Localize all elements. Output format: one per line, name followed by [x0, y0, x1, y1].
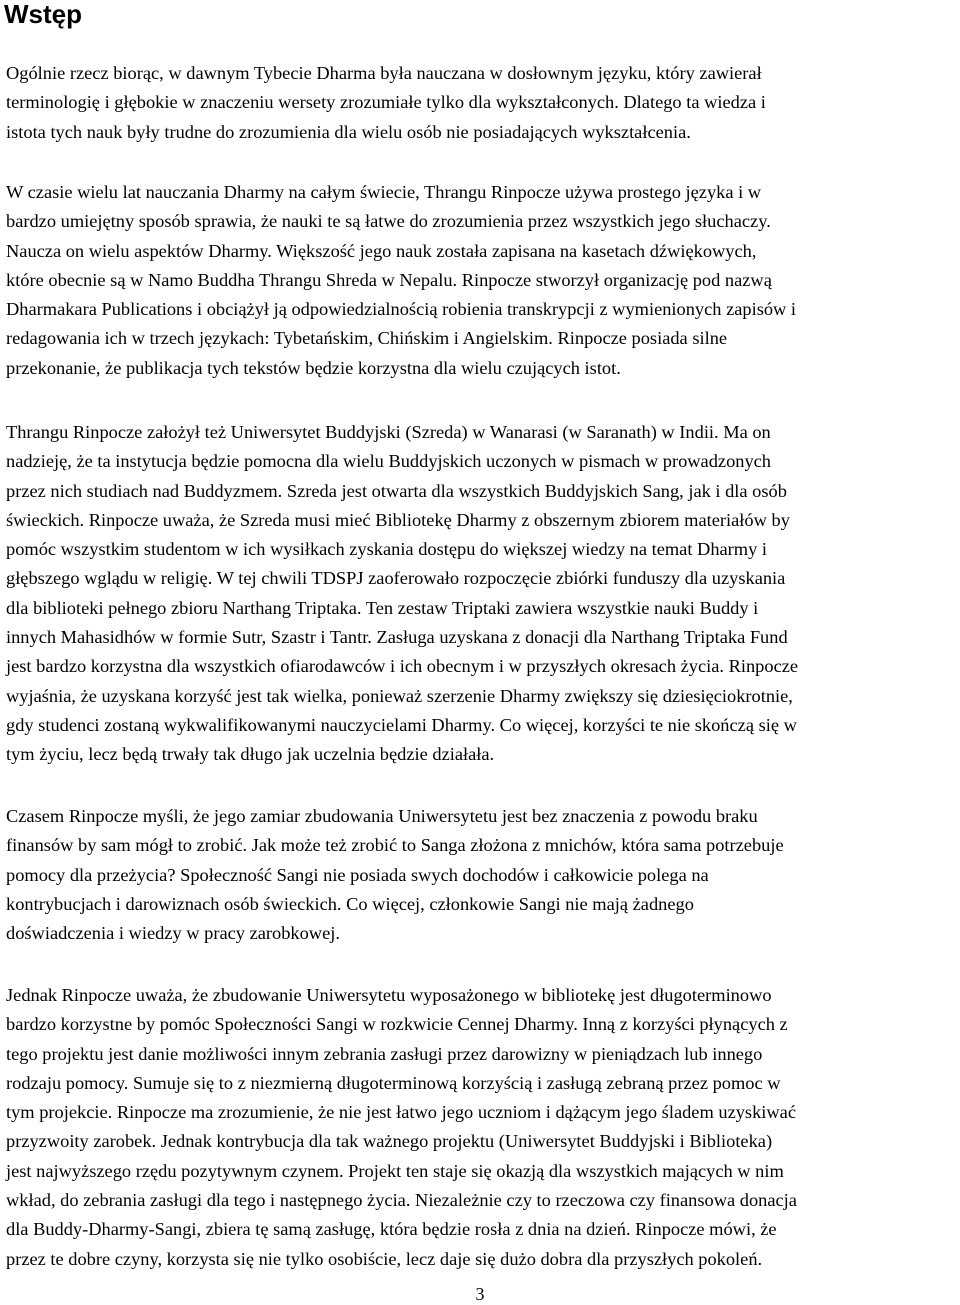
paragraph-teaching — [6, 178, 796, 383]
text-line: bardzo korzystne by pomóc Społeczności Sangi w rozkwicie Cennej Dharmy. Inną z korzyści płynących z — [6, 1014, 788, 1035]
text-line: przyzwoity zarobek. Jednak kontrybucja dla tak ważnego projektu (Uniwersytet Buddyjski i Biblioteka) — [6, 1131, 773, 1152]
page-number: 3 — [475, 1284, 485, 1304]
text-line: wkład, do zebrania zasługi dla tego i następnego życia. Niezależnie czy to rzeczowa czy finansowa donacja — [6, 1190, 797, 1211]
text-line: pomocy dla przeżycia? Społeczność Sangi nie posiada swych dochodów i całkowicie polega na — [6, 864, 709, 885]
paragraph-benefits — [6, 981, 797, 1274]
text-line: jest najwyższego rzędu pozytywnym czynem. Projekt ten staje się okazją dla wszystkich mających w nim — [6, 1160, 784, 1181]
text-line: dla biblioteki pełnego zbioru Narthang Triptaka. Ten zestaw Triptaki zawiera wszystkie nauki Buddy i — [6, 597, 759, 618]
text-line: istota tych nauk były trudne do zrozumienia dla wielu osób nie posiadających wykształcenia. — [6, 121, 691, 142]
text-line: jest bardzo korzystna dla wszystkich ofiarodawców i ich obecnym i w przyszłych okresach życia. Rinpocze — [6, 656, 799, 677]
paragraph-university — [6, 418, 798, 770]
text-line: Czasem Rinpocze myśli, że jego zamiar zbudowania Uniwersytetu jest bez znaczenia z powodu braku — [6, 806, 758, 826]
text-line: nadzieję, że ta instytucja będzie pomocna dla wielu Buddyjskich uczonych w pismach w prowadzonych — [6, 451, 772, 472]
text-line: terminologię i głębokie w znaczeniu wersety zrozumiałe tylko dla wykształconych. Dlatego ta wiedza i — [6, 92, 766, 113]
text-line: przekonanie, że publikacja tych tekstów będzie korzystna dla wielu czujących istot. — [6, 357, 621, 378]
paragraph-finances — [6, 802, 784, 948]
text-line: Ogólnie rzecz biorąc, w dawnym Tybecie Dharma była nauczana w dosłownym języku, który zawierał — [6, 63, 762, 83]
text-line: głębszego wglądu w religię. W tej chwili TDSPJ zaoferowało rozpoczęcie zbiórki funduszy dla uzyskania — [6, 568, 786, 589]
text-line: które obecnie są w Namo Buddha Thrangu Shreda w Nepalu. Rinpocze stworzył organizację pod nazwą — [6, 269, 772, 290]
text-line: przez te dobre czyny, korzysta się nie tylko osobiście, lecz daje się dużo dobra dla przyszłych pokoleń. — [6, 1248, 763, 1269]
text-line: finansów by sam mógł to zrobić. Jak może też zrobić to Sanga złożona z mnichów, która sama potrzebuje — [6, 835, 784, 856]
text-line: tego projektu jest danie możliwości innym zebrania zasługi przez darowizny w pieniądzach lub innego — [6, 1043, 763, 1064]
text-line: tym projekcie. Rinpocze ma zrozumienie, że nie jest łatwo jego uczniom i dążącym jego śladem uzyskiwać — [6, 1102, 796, 1123]
text-line: kontrybucjach i darowiznach osób świeckich. Co więcej, członkowie Sangi nie mają żadnego — [6, 893, 694, 914]
text-line: Thrangu Rinpocze założył też Uniwersytet Buddyjski (Szreda) w Wanarasi (w Saranath) w Indii. Ma on — [6, 422, 771, 442]
text-line: redagowania ich w trzech językach: Tybetańskim, Chińskim i Angielskim. Rinpocze posiada silne — [6, 328, 728, 349]
text-line: Dharmakara Publications i obciążył ją odpowiedzialnością robienia transkrypcji z wymienionych zapisów i — [6, 299, 797, 320]
text-line: gdy studenci zostaną wykwalifikowanymi nauczycielami Dharmy. Co więcej, korzyści te nie skończą się w — [6, 714, 797, 735]
text-line: Jednak Rinpocze uważa, że zbudowanie Uniwersytetu wyposażonego w bibliotekę jest długoterminowo — [6, 985, 772, 1005]
text-line: rodzaju pomocy. Sumuje się to z niezmierną długoterminową korzyścią i zasługą zebraną przez pomoc w — [6, 1072, 781, 1093]
text-line: Naucza on wielu aspektów Dharmy. Większość jego nauk została zapisana na kasetach dźwiękowych, — [6, 240, 757, 261]
text-line: pomóc wszystkim studentom w ich wysiłkach zyskania dostępu do większej wiedzy na temat Dharmy i — [6, 539, 768, 560]
text-line: innych Mahasidhów w formie Sutr, Szastr i Tantr. Zasługa uzyskana z donacji dla Narthang Triptaka Fund — [6, 627, 788, 648]
text-line: przez nich studiach nad Buddyzmem. Szreda jest otwarta dla wszystkich Buddyjskich Sang, jak i dla osób — [6, 480, 787, 501]
text-line: tym życiu, lecz będą trwały tak długo jak uczelnia będzie działała. — [6, 744, 495, 765]
text-line: W czasie wielu lat nauczania Dharmy na całym świecie, Thrangu Rinpocze używa prostego języka i w — [6, 182, 762, 202]
page-title: Wstęp — [4, 0, 82, 29]
text-line: dla Buddy-Dharmy-Sangi, zbiera tę samą zasługę, która będzie rosła z dnia na dzień. Rinpocze mówi, że — [6, 1219, 777, 1240]
paragraph-intro — [6, 59, 766, 147]
text-line: bardzo umiejętny sposób sprawia, że nauki te są łatwe do zrozumienia przez wszystkich jego słuchaczy. — [6, 211, 771, 232]
text-line: doświadczenia i wiedzy w pracy zarobkowej. — [6, 923, 340, 944]
text-line: wyjaśnia, że uzyskana korzyść jest tak wielka, ponieważ szerzenie Dharmy zwiększy się dziesięciokrotnie, — [6, 685, 793, 706]
text-line: świeckich. Rinpocze uważa, że Szreda musi mieć Bibliotekę Dharmy z obszernym zbiorem materiałów by — [6, 509, 790, 530]
